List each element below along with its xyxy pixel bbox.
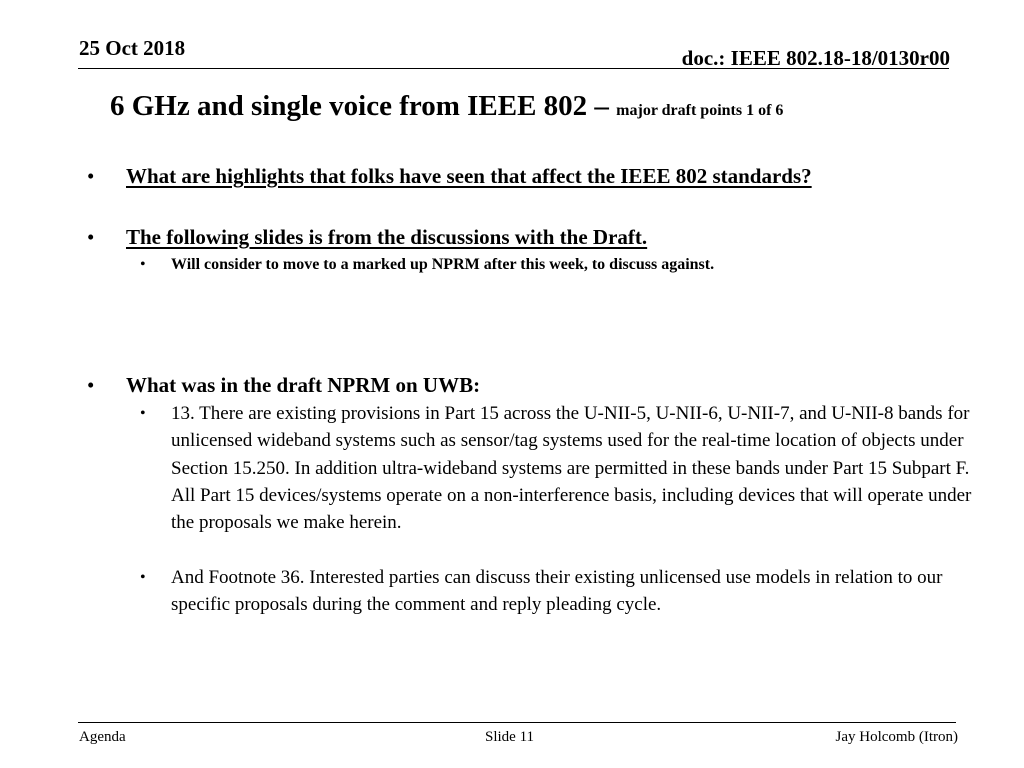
bullet-following-slides-text: The following slides is from the discussions with the Draft. (126, 225, 648, 249)
sub-bullet-footnote-36-text: And Footnote 36. Interested parties can discuss their existing unlicensed use models in relation to our specific proposals during the comment and reply pleading cycle. (171, 567, 943, 616)
sub-bullet-part-15-provisions (140, 400, 990, 536)
sub-bullet-dot: • (140, 405, 146, 422)
sub-bullet-dot: • (140, 256, 146, 273)
bullet-dot: • (87, 164, 95, 188)
sub-bullet-dot: • (140, 569, 146, 586)
footer-author: Jay Holcomb (Itron) (835, 729, 958, 745)
sub-bullet-marked-up-nprm-text: Will consider to move to a marked up NPRM after this week, to discuss against. (171, 256, 715, 273)
bullet-draft-nprm-uwb-text: What was in the draft NPRM on UWB: (126, 373, 481, 397)
slide-title (110, 90, 783, 123)
slide-title-sub: major draft points 1 of 6 (616, 102, 784, 119)
header-date: 25 Oct 2018 (79, 36, 186, 60)
bullet-dot: • (87, 225, 95, 249)
header-doc-id: doc.: IEEE 802.18-18/0130r00 (681, 46, 950, 70)
footer-section: Agenda (79, 729, 126, 745)
sub-bullet-footnote-36 (140, 564, 990, 619)
bullet-dot: • (87, 373, 95, 397)
footer-divider (78, 722, 956, 723)
slide-title-main: 6 GHz and single voice from IEEE 802 – (110, 90, 617, 122)
header-divider (78, 68, 949, 69)
sub-bullet-part-15-provisions-text: 13. There are existing provisions in Part 15 across the U-NII-5, U-NII-6, U-NII-7, and U-NII-8 bands for unlicensed wideband systems such as sensor/tag systems used for the real-time location of objects under Section 15.250. In addition ultra-wideband systems are permitted in these bands under Part 15 Subpart F. All Part 15 devices/systems operate on a non-interference basis, including devices that will operate under the proposals we make herein. (171, 403, 972, 534)
footer-slide-number: Slide 11 (485, 729, 535, 745)
sub-bullet-marked-up-nprm (140, 254, 990, 276)
bullet-highlights-text: What are highlights that folks have seen that affect the IEEE 802 standards? (126, 164, 812, 188)
